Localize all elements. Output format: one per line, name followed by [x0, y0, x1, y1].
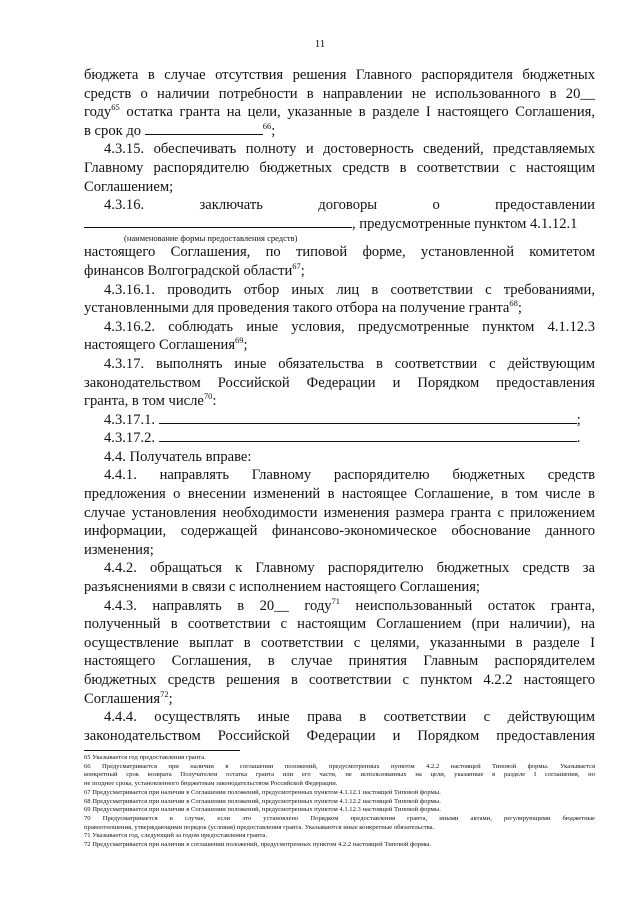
text-line: 4.4.4. осуществлять иные права в соответствии с действующим — [104, 709, 595, 726]
text-line: 4.4. Получатель вправе: — [104, 448, 252, 465]
text-line: году$^{65}$ остатка гранта на цели, указанные в разделе I настоящего Соглашения, — [84, 102, 595, 121]
footnote-ref: 69 — [235, 335, 244, 346]
footnote: 65 Указывается год предоставления гранта. — [84, 754, 206, 761]
text-line: разъяснениями в связи с исполнением настоящего Соглашения; — [84, 579, 480, 596]
text-line: бюджета в случае отсутствия решения Главного распорядителя бюджетных — [84, 67, 595, 83]
footnote-ref: 67 — [292, 261, 301, 272]
blank-field — [84, 215, 352, 228]
text-line: гранта, в том числе$^{70}$: — [84, 391, 217, 410]
text-line: 4.3.17.2. . — [104, 430, 581, 447]
text-line: Соглашением; — [84, 178, 174, 195]
footnote-ref: 68 — [509, 298, 518, 309]
footnote-ref: 72 — [160, 688, 169, 699]
text-line: настоящего Соглашения, в случае принятия Главным распорядителем — [84, 653, 595, 670]
field-caption: (наименование формы предоставления средств) — [124, 233, 298, 244]
text-line: 4.3.15. обеспечивать полноту и достоверность сведений, представляемых — [104, 141, 595, 158]
text-line: Главному распорядителю бюджетных средств в соответствии с настоящим — [84, 159, 595, 176]
text-line: Соглашения$^{72}$; — [84, 688, 173, 707]
text-line: бюджетных средств решения в соответствии с пунктом 4.2.2 настоящего — [84, 672, 595, 688]
footnote: 72 Предусматривается при наличии в соглашении положений, предусмотренных пунктом 4.2.2 настоящей Типовой формы. — [84, 841, 432, 849]
text-line: настоящего Соглашения, по типовой форме, установленной комитетом — [84, 244, 595, 261]
text-line: 4.3.16. заключать договоры о предоставлении — [104, 197, 595, 214]
text-line: предложения о внесении изменений в настоящее Соглашение, в том числе в — [84, 486, 595, 503]
text-line: средств о наличии потребности в направлении не использованного в 20__ — [84, 85, 595, 102]
footnote: правоотношения, утверждающими порядок (условия) предоставления гранта. Указываются иные конкретные обязательства. — [84, 823, 435, 831]
text-line: 4.4.2. обращаться к Главному распорядителю бюджетных средств за — [104, 560, 595, 577]
footnote-ref: 66 — [262, 120, 272, 131]
blank-field — [159, 429, 577, 442]
footnote-ref: 65 — [111, 102, 120, 113]
footnote-divider — [84, 750, 240, 751]
footnote: конкретный срок возврата Получателем остатка гранта или его части, не использованных на цели, указанные в разделе I соглашения, но — [84, 771, 595, 779]
text-line: в срок до $^{66}$; — [84, 120, 276, 139]
text-line: 4.3.16.2. соблюдать иные условия, предусмотренные пунктом 4.1.12.3 — [104, 318, 595, 335]
footnote: не позднее срока, установленного бюджетным законодательством Российской Федерации. — [84, 780, 338, 788]
footnotes — [84, 754, 595, 850]
footnote: 68 Предусматривается при наличии в Соглашении положений, предусмотренных пунктом 4.1.12.2 настоящей Типовой формы. — [84, 797, 441, 805]
text-line: информации, содержащей финансово-экономическое обоснование данного — [84, 523, 595, 540]
footnote-ref: 70 — [203, 391, 213, 402]
text-line: изменения; — [84, 541, 154, 558]
text-line: 4.4.1. направлять Главному распорядителю бюджетных средств — [104, 467, 595, 484]
footnote: 71 Указывается год, следующий за годом предоставления гранта. — [84, 832, 268, 840]
blank-field — [145, 122, 263, 135]
text-line: 4.3.17. выполнять иные обязательства в соответствии с действующим — [104, 355, 595, 372]
text-line: законодательством Российской Федерации и Порядком предоставления — [84, 727, 595, 744]
text-line: установленными для проведения такого отбора на получение гранта$^{68}$; — [84, 298, 522, 317]
footnote-ref: 71 — [331, 595, 341, 606]
blank-field — [159, 411, 577, 424]
text-line: полученный в соответствии с настоящим Соглашением (при наличии), на — [84, 616, 595, 633]
text-line: законодательством Российской Федерации и Порядком предоставления — [84, 374, 595, 391]
text-line: финансов Волгоградской области$^{67}$; — [84, 261, 305, 279]
text-line: настоящего Соглашения$^{69}$; — [84, 335, 248, 354]
footnote: 66 Предусматривается при наличии в соглашении положений, предусмотренных пунктом 4.2.2 настоящей Типовой формы. Указывается — [84, 762, 595, 770]
footnote: 70 Предусматривается в случае, если это установлено Порядком предоставления гранта, иными актами, регулирующими бюджетные — [84, 814, 595, 822]
text-line: 4.3.17.1. ; — [104, 411, 581, 428]
footnote: 69 Предусматривается при наличии в Соглашении положений, предусмотренных пунктом 4.1.12.3 настоящей Типовой формы. — [84, 806, 441, 814]
text-line: 4.4.3. направлять в 20__ году$^{71}$ неиспользованный остаток гранта, — [104, 595, 595, 614]
document-body — [84, 66, 595, 745]
text-line: осуществление выплат в соответствии с целями, указанными в разделе I — [84, 634, 595, 651]
page-number: 11 — [314, 38, 326, 50]
footnote: 67 Предусматривается при наличии в Соглашении положений, предусмотренных пунктом 4.1.12.1 настоящей Типовой формы. — [84, 788, 441, 796]
text-line: 4.3.16.1. проводить отбор иных лиц в соответствии с требованиями, — [104, 281, 595, 298]
text-line: случае установления необходимости изменения размера гранта с приложением — [84, 504, 595, 521]
text-line: , предусмотренные пунктом 4.1.12.1 — [84, 215, 595, 234]
